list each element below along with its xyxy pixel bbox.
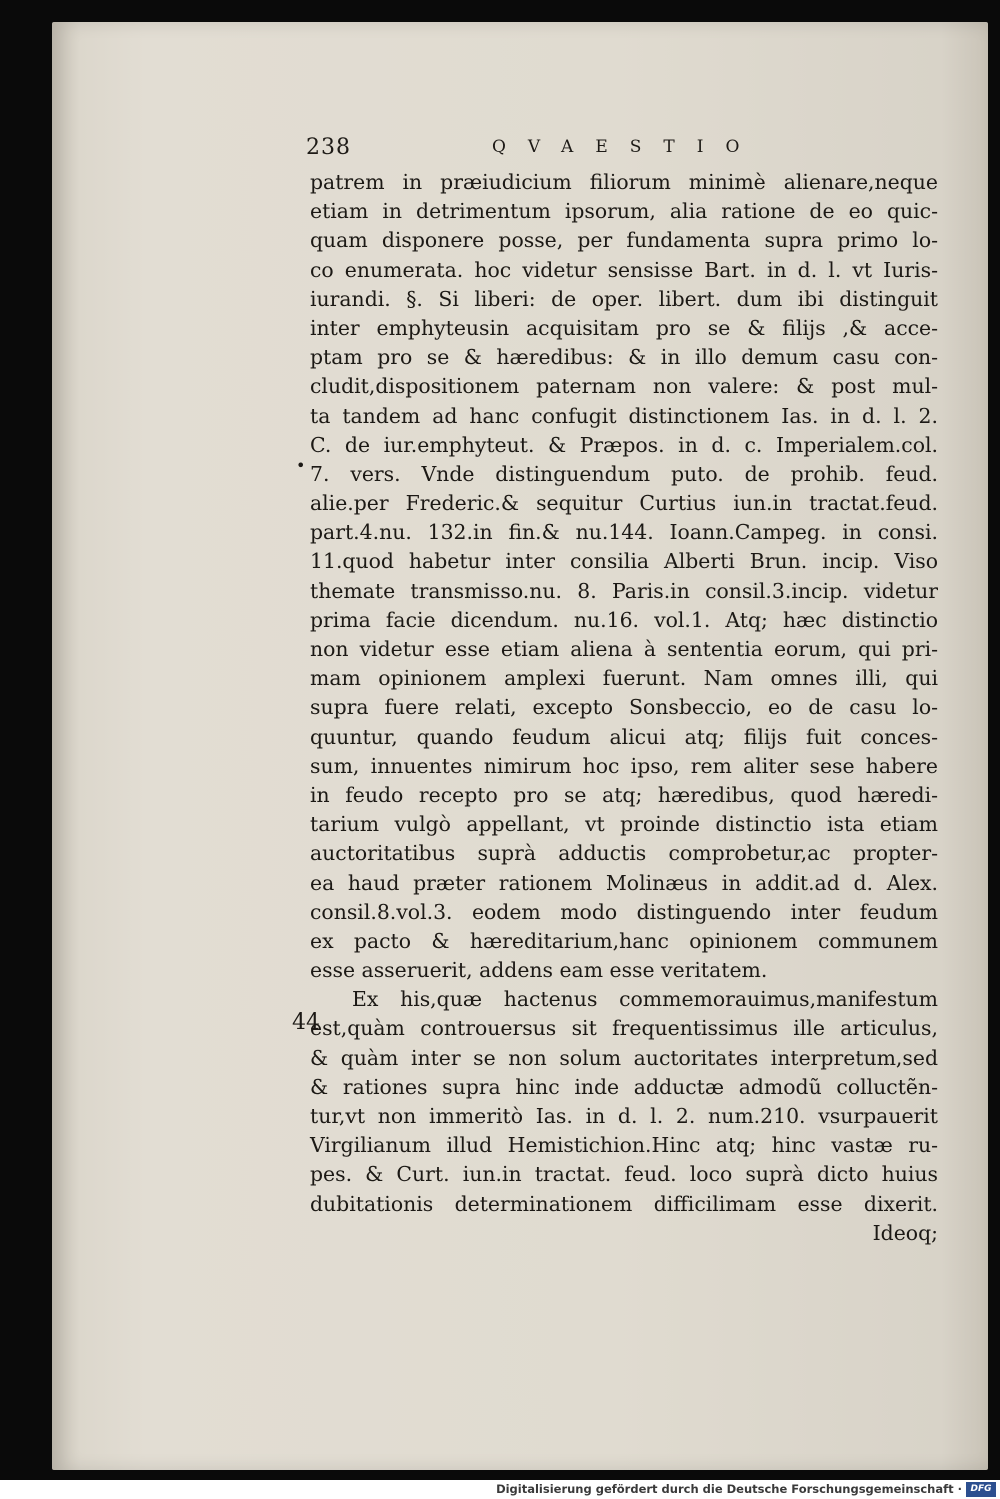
- text-line: part.4.nu. 132.in fin.& nu.144. Ioann.Campeg. in consi.: [310, 520, 938, 545]
- page-number: 238: [306, 135, 351, 160]
- text-line: 11.quod habetur inter consilia Alberti Brun. incip. Viso: [310, 549, 938, 574]
- text-line: quuntur, quando feudum alicui atq; filijs fuit conces-: [310, 724, 938, 749]
- text-line: ta tandem ad hanc confugit distinctionem Ias. in d. l. 2.: [310, 403, 938, 428]
- text-line: auctoritatibus suprà adductis comprobetur,ac propter-: [310, 841, 938, 866]
- text-line: themate transmisso.nu. 8. Paris.in consil.3.incip. videtur: [310, 578, 938, 603]
- text-line: dubitationis determinationem difficilimam esse dixerit.: [310, 1191, 938, 1216]
- text-line: Virgilianum illud Hemistichion.Hinc atq; hinc vastæ ru-: [310, 1133, 938, 1158]
- text-line: cludit,dispositionem paternam non valere: & post mul-: [310, 374, 938, 399]
- text-line: est,quàm controuersus sit frequentissimus ille articulus,: [310, 1016, 938, 1041]
- text-line: Ex his,quæ hactenus commemorauimus,manifestum: [352, 987, 938, 1012]
- text-line: pes. & Curt. iun.in tractat. feud. loco suprà dicto huius: [310, 1162, 938, 1187]
- footer-bar: [0, 1480, 1000, 1499]
- text-line: alie.per Frederic.& sequitur Curtius iun.in tractat.feud.: [310, 491, 938, 516]
- text-line: patrem in præiudicium filiorum minimè alienare,neque: [310, 170, 938, 194]
- text-line: C. de iur.emphyteut. & Præpos. in d. c. Imperialem.col.: [310, 432, 938, 457]
- text-line: & rationes supra hinc inde adductæ admodũ colluctẽn-: [310, 1074, 938, 1099]
- text-line: mam opinionem amplexi fuerunt. Nam omnes illi, qui: [310, 666, 938, 691]
- text-line: non videtur esse etiam aliena à sententia eorum, qui pri-: [310, 637, 938, 661]
- text-line: tarium vulgò appellant, vt proinde distinctio ista etiam: [310, 812, 938, 837]
- running-title: QVAESTIO: [492, 137, 762, 157]
- text-line: consil.8.vol.3. eodem modo distinguendo inter feudum: [310, 899, 938, 924]
- running-head: [306, 135, 936, 165]
- text-line: inter emphyteusin acquisitam pro se & filijs ,& acce-: [310, 315, 938, 340]
- text-line: prima facie dicendum. nu.16. vol.1. Atq; hæc distinctio: [310, 607, 938, 632]
- funding-credit: Digitalisierung gefördert durch die Deutsche Forschungsgemeinschaft ·: [496, 1482, 962, 1496]
- text-line: 7. vers. Vnde distinguendum puto. de prohib. feud.: [310, 461, 938, 486]
- catchword: Ideoq;: [872, 1220, 938, 1245]
- dfg-logo-icon: DFG: [966, 1482, 996, 1497]
- body-text: [310, 168, 938, 1248]
- text-line: co enumerata. hoc videtur sensisse Bart. in d. l. vt Iuris-: [310, 257, 938, 282]
- text-line: supra fuere relati, excepto Sonsbeccio, eo de casu lo-: [310, 695, 938, 720]
- text-line: esse asseruerit, addens eam esse veritatem.: [310, 958, 768, 983]
- text-line: sum, innuentes nimirum hoc ipso, rem aliter sese habere: [310, 753, 938, 778]
- margin-paragraph-number: 44: [292, 1010, 320, 1035]
- text-line: iurandi. §. Si liberi: de oper. libert. dum ibi distinguit: [310, 286, 938, 311]
- text-line: in feudo recepto pro se atq; hæredibus, quod hæredi-: [310, 782, 938, 807]
- text-line: ea haud præter rationem Molinæus in addit.ad d. Alex.: [310, 870, 938, 895]
- margin-mark: •: [296, 456, 306, 475]
- text-line: ex pacto & hæreditarium,hanc opinionem communem: [310, 928, 938, 953]
- text-line: etiam in detrimentum ipsorum, alia ratione de eo quic-: [310, 199, 938, 224]
- text-line: tur,vt non immeritò Ias. in d. l. 2. num.210. vsurpauerit: [310, 1104, 938, 1128]
- text-line: quam disponere posse, per fundamenta supra primo lo-: [310, 228, 938, 253]
- text-line: ptam pro se & hæredibus: & in illo demum casu con-: [310, 345, 938, 370]
- text-line: & quàm inter se non solum auctoritates interpretum,sed: [310, 1045, 938, 1070]
